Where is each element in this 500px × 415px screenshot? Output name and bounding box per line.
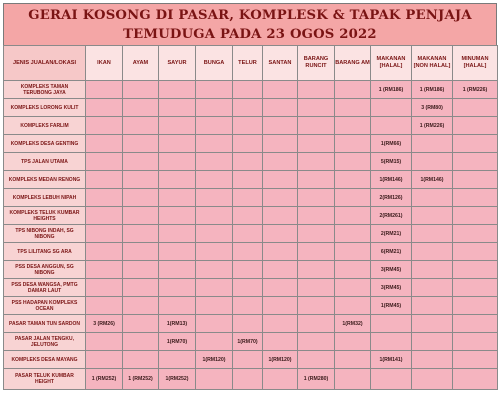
location-cell: PASAR JALAN TENGKU, JELUTONG bbox=[4, 333, 86, 351]
column-header: MAKANAN [NON HALAL] bbox=[412, 46, 453, 81]
stall-count-cell bbox=[298, 297, 335, 315]
stall-count-cell bbox=[159, 171, 196, 189]
stall-count-cell bbox=[453, 297, 498, 315]
stall-count-cell bbox=[86, 117, 123, 135]
stall-count-cell bbox=[123, 297, 159, 315]
stall-count-cell bbox=[159, 81, 196, 99]
stall-count-cell: 1(RM120) bbox=[196, 351, 233, 369]
table-row bbox=[4, 315, 498, 333]
location-cell: KOMPLEKS FARLIM bbox=[4, 117, 86, 135]
stall-count-cell bbox=[335, 99, 371, 117]
stall-count-cell bbox=[159, 153, 196, 171]
stall-count-cell bbox=[453, 207, 498, 225]
stall-count-cell bbox=[412, 279, 453, 297]
stall-count-cell bbox=[233, 351, 263, 369]
stall-count-cell bbox=[196, 153, 233, 171]
location-cell: TPS LILITANG SG ARA bbox=[4, 243, 86, 261]
column-header: BARANG AM bbox=[335, 46, 371, 81]
stall-count-cell bbox=[123, 243, 159, 261]
stall-count-cell bbox=[196, 297, 233, 315]
stall-count-cell bbox=[196, 81, 233, 99]
stall-count-cell: 3(RM45) bbox=[371, 261, 412, 279]
stall-count-cell bbox=[412, 261, 453, 279]
stall-count-cell bbox=[159, 243, 196, 261]
column-header: BARANG RUNCIT bbox=[298, 46, 335, 81]
stall-count-cell bbox=[335, 135, 371, 153]
stall-count-cell bbox=[263, 243, 298, 261]
column-header: BUNGA bbox=[196, 46, 233, 81]
location-cell: KOMPLEKS DESA GENTING bbox=[4, 135, 86, 153]
stall-count-cell bbox=[412, 333, 453, 351]
stall-count-cell bbox=[123, 81, 159, 99]
stall-count-cell bbox=[196, 99, 233, 117]
stall-count-cell bbox=[233, 81, 263, 99]
stall-count-cell bbox=[298, 333, 335, 351]
stall-count-cell bbox=[233, 171, 263, 189]
stall-count-cell bbox=[298, 153, 335, 171]
table-row bbox=[4, 225, 498, 243]
stall-count-cell bbox=[86, 99, 123, 117]
stall-count-cell bbox=[196, 225, 233, 243]
stall-count-cell: 3 (RM80) bbox=[412, 99, 453, 117]
table-row bbox=[4, 117, 498, 135]
stall-count-cell bbox=[233, 369, 263, 390]
stall-count-cell bbox=[263, 99, 298, 117]
stall-count-cell bbox=[263, 171, 298, 189]
table-row bbox=[4, 171, 498, 189]
stall-count-cell bbox=[412, 297, 453, 315]
stall-count-cell bbox=[335, 153, 371, 171]
stall-count-cell bbox=[233, 225, 263, 243]
stall-count-cell bbox=[123, 171, 159, 189]
stall-count-cell bbox=[298, 135, 335, 153]
stall-count-cell bbox=[453, 351, 498, 369]
stall-count-cell bbox=[159, 117, 196, 135]
stall-count-cell bbox=[86, 261, 123, 279]
location-cell: KOMPLEKS LEBUH NIPAH bbox=[4, 189, 86, 207]
stall-count-cell bbox=[159, 225, 196, 243]
stall-count-cell bbox=[86, 333, 123, 351]
table-body bbox=[4, 81, 498, 390]
stall-count-cell bbox=[123, 189, 159, 207]
stall-count-cell: 5(RM15) bbox=[371, 153, 412, 171]
stall-count-cell bbox=[263, 315, 298, 333]
column-header: SAYUR bbox=[159, 46, 196, 81]
table-row bbox=[4, 243, 498, 261]
stall-count-cell: 1 (RM226) bbox=[453, 81, 498, 99]
stall-count-cell: 1 (RM186) bbox=[412, 81, 453, 99]
stall-count-cell bbox=[335, 297, 371, 315]
stall-count-cell: 1 (RM226) bbox=[412, 117, 453, 135]
stall-count-cell bbox=[233, 153, 263, 171]
stall-count-cell bbox=[263, 135, 298, 153]
stall-count-cell bbox=[159, 261, 196, 279]
stall-count-cell bbox=[453, 153, 498, 171]
stall-count-cell bbox=[159, 279, 196, 297]
stall-count-cell bbox=[335, 351, 371, 369]
stall-count-cell bbox=[196, 261, 233, 279]
stall-count-cell bbox=[371, 117, 412, 135]
location-cell: KOMPLEKS TAMAN TERUBONG JAYA bbox=[4, 81, 86, 99]
table-row bbox=[4, 99, 498, 117]
stall-count-cell bbox=[86, 207, 123, 225]
table-row bbox=[4, 279, 498, 297]
stall-count-cell: 1(RM146) bbox=[412, 171, 453, 189]
location-cell: KOMPLEKS DESA MAYANG bbox=[4, 351, 86, 369]
column-header: MINUMAN [HALAL] bbox=[453, 46, 498, 81]
stall-count-cell bbox=[233, 135, 263, 153]
stall-count-cell: 2(RM126) bbox=[371, 189, 412, 207]
stall-count-cell bbox=[86, 225, 123, 243]
stall-count-cell bbox=[123, 351, 159, 369]
stall-count-cell bbox=[263, 297, 298, 315]
table-row bbox=[4, 369, 498, 390]
table-row bbox=[4, 261, 498, 279]
stall-count-cell bbox=[298, 171, 335, 189]
stall-count-cell bbox=[263, 279, 298, 297]
stall-count-cell bbox=[86, 351, 123, 369]
location-cell: PSS DESA ANGGUN, SG NIBONG bbox=[4, 261, 86, 279]
stall-count-cell bbox=[263, 333, 298, 351]
location-cell: TPS NIBONG INDAH, SG NIBONG bbox=[4, 225, 86, 243]
stall-table bbox=[3, 45, 498, 390]
stall-count-cell bbox=[86, 189, 123, 207]
stall-count-cell: 1(RM120) bbox=[263, 351, 298, 369]
stall-count-cell bbox=[412, 207, 453, 225]
stall-count-cell: 2(RM261) bbox=[371, 207, 412, 225]
spreadsheet bbox=[3, 3, 497, 390]
stall-count-cell bbox=[453, 171, 498, 189]
stall-count-cell: 1 (RM186) bbox=[371, 81, 412, 99]
stall-count-cell bbox=[123, 261, 159, 279]
stall-count-cell bbox=[335, 369, 371, 390]
stall-count-cell bbox=[412, 225, 453, 243]
stall-count-cell bbox=[123, 279, 159, 297]
stall-count-cell bbox=[123, 315, 159, 333]
stall-count-cell bbox=[196, 279, 233, 297]
stall-count-cell bbox=[298, 261, 335, 279]
table-row bbox=[4, 333, 498, 351]
stall-count-cell bbox=[298, 351, 335, 369]
stall-count-cell bbox=[453, 117, 498, 135]
stall-count-cell bbox=[263, 207, 298, 225]
location-cell: PASAR TELUK KUMBAR HEIGHT bbox=[4, 369, 86, 390]
title-line-2: TEMUDUGA PADA 23 OGOS 2022 bbox=[123, 27, 377, 42]
stall-count-cell bbox=[123, 153, 159, 171]
stall-count-cell bbox=[412, 369, 453, 390]
column-header-location: JENIS JUALAN/LOKASI bbox=[4, 46, 86, 81]
stall-count-cell bbox=[412, 153, 453, 171]
stall-count-cell: 1(RM66) bbox=[371, 135, 412, 153]
stall-count-cell bbox=[196, 171, 233, 189]
table-row bbox=[4, 351, 498, 369]
stall-count-cell bbox=[263, 81, 298, 99]
stall-count-cell bbox=[335, 279, 371, 297]
table-row bbox=[4, 207, 498, 225]
stall-count-cell bbox=[159, 99, 196, 117]
stall-count-cell bbox=[159, 135, 196, 153]
stall-count-cell: 1(RM13) bbox=[159, 315, 196, 333]
stall-count-cell bbox=[196, 369, 233, 390]
column-header: MAKANAN [HALAL] bbox=[371, 46, 412, 81]
stall-count-cell bbox=[123, 99, 159, 117]
stall-count-cell bbox=[298, 99, 335, 117]
stall-count-cell bbox=[453, 333, 498, 351]
stall-count-cell bbox=[371, 99, 412, 117]
stall-count-cell bbox=[335, 225, 371, 243]
stall-count-cell bbox=[263, 261, 298, 279]
table-row bbox=[4, 135, 498, 153]
stall-count-cell bbox=[159, 351, 196, 369]
stall-count-cell bbox=[123, 135, 159, 153]
stall-count-cell bbox=[298, 81, 335, 99]
stall-count-cell: 3 (RM26) bbox=[86, 315, 123, 333]
stall-count-cell bbox=[298, 207, 335, 225]
stall-count-cell bbox=[412, 243, 453, 261]
stall-count-cell: 1(RM45) bbox=[371, 297, 412, 315]
stall-count-cell bbox=[233, 189, 263, 207]
stall-count-cell bbox=[123, 333, 159, 351]
stall-count-cell bbox=[453, 99, 498, 117]
stall-count-cell bbox=[233, 315, 263, 333]
stall-count-cell bbox=[233, 207, 263, 225]
table-row bbox=[4, 81, 498, 99]
stall-count-cell bbox=[298, 117, 335, 135]
column-header: AYAM bbox=[123, 46, 159, 81]
location-cell: TPS JALAN UTAMA bbox=[4, 153, 86, 171]
stall-count-cell bbox=[86, 243, 123, 261]
stall-count-cell bbox=[86, 279, 123, 297]
stall-count-cell bbox=[412, 135, 453, 153]
stall-count-cell: 2(RM21) bbox=[371, 225, 412, 243]
stall-count-cell: 1(RM70) bbox=[233, 333, 263, 351]
stall-count-cell bbox=[159, 297, 196, 315]
stall-count-cell bbox=[196, 315, 233, 333]
stall-count-cell bbox=[335, 261, 371, 279]
table-row bbox=[4, 297, 498, 315]
stall-count-cell bbox=[453, 261, 498, 279]
location-cell: PSS HADAPAN KOMPLEKS OCEAN bbox=[4, 297, 86, 315]
title-line-1: GERAI KOSONG DI PASAR, KOMPLESK & TAPAK PENJAJA bbox=[28, 8, 472, 23]
stall-count-cell bbox=[335, 333, 371, 351]
table-row bbox=[4, 189, 498, 207]
stall-count-cell bbox=[86, 297, 123, 315]
stall-count-cell bbox=[298, 243, 335, 261]
stall-count-cell bbox=[298, 225, 335, 243]
stall-count-cell bbox=[335, 117, 371, 135]
stall-count-cell bbox=[123, 225, 159, 243]
column-header: IKAN bbox=[86, 46, 123, 81]
stall-count-cell: 1 (RM252) bbox=[86, 369, 123, 390]
location-cell: KOMPLEKS TELUK KUMBAR HEIGHTS bbox=[4, 207, 86, 225]
stall-count-cell bbox=[453, 315, 498, 333]
stall-count-cell bbox=[453, 135, 498, 153]
stall-count-cell bbox=[371, 315, 412, 333]
title-banner bbox=[3, 3, 497, 45]
stall-count-cell bbox=[233, 117, 263, 135]
column-header: TELUR bbox=[233, 46, 263, 81]
stall-count-cell bbox=[86, 81, 123, 99]
stall-count-cell bbox=[298, 279, 335, 297]
stall-count-cell: 1(RM252) bbox=[159, 369, 196, 390]
stall-count-cell bbox=[159, 207, 196, 225]
stall-count-cell bbox=[233, 297, 263, 315]
stall-count-cell bbox=[263, 117, 298, 135]
stall-count-cell bbox=[196, 189, 233, 207]
stall-count-cell bbox=[335, 207, 371, 225]
stall-count-cell bbox=[453, 279, 498, 297]
stall-count-cell bbox=[263, 153, 298, 171]
stall-count-cell: 1(RM32) bbox=[335, 315, 371, 333]
stall-count-cell bbox=[233, 243, 263, 261]
stall-count-cell bbox=[335, 171, 371, 189]
header-row bbox=[4, 46, 498, 81]
stall-count-cell: 1 (RM280) bbox=[298, 369, 335, 390]
stall-count-cell bbox=[86, 171, 123, 189]
stall-count-cell bbox=[371, 369, 412, 390]
stall-count-cell bbox=[412, 351, 453, 369]
location-cell: KOMPLEKS LORONG KULIT bbox=[4, 99, 86, 117]
stall-count-cell bbox=[298, 315, 335, 333]
stall-count-cell bbox=[196, 333, 233, 351]
stall-count-cell: 3(RM45) bbox=[371, 279, 412, 297]
stall-count-cell bbox=[86, 153, 123, 171]
stall-count-cell bbox=[371, 333, 412, 351]
stall-count-cell bbox=[263, 369, 298, 390]
stall-count-cell bbox=[123, 117, 159, 135]
stall-count-cell bbox=[263, 225, 298, 243]
stall-count-cell bbox=[233, 99, 263, 117]
stall-count-cell bbox=[335, 189, 371, 207]
stall-count-cell bbox=[453, 243, 498, 261]
stall-count-cell bbox=[233, 261, 263, 279]
stall-count-cell bbox=[335, 81, 371, 99]
stall-count-cell: 1(RM146) bbox=[371, 171, 412, 189]
stall-count-cell bbox=[263, 189, 298, 207]
stall-count-cell: 6(RM21) bbox=[371, 243, 412, 261]
stall-count-cell bbox=[196, 207, 233, 225]
table-row bbox=[4, 153, 498, 171]
stall-count-cell bbox=[196, 117, 233, 135]
stall-count-cell bbox=[453, 369, 498, 390]
stall-count-cell bbox=[159, 189, 196, 207]
stall-count-cell bbox=[412, 315, 453, 333]
stall-count-cell: 1(RM70) bbox=[159, 333, 196, 351]
stall-count-cell bbox=[196, 243, 233, 261]
stall-count-cell bbox=[298, 189, 335, 207]
stall-count-cell bbox=[233, 279, 263, 297]
stall-count-cell bbox=[453, 189, 498, 207]
location-cell: PSS DESA WANGSA, PMTG DAMAR LAUT bbox=[4, 279, 86, 297]
stall-count-cell bbox=[335, 243, 371, 261]
location-cell: PASAR TAMAN TUN SARDON bbox=[4, 315, 86, 333]
stall-count-cell bbox=[196, 135, 233, 153]
stall-count-cell: 1 (RM252) bbox=[123, 369, 159, 390]
location-cell: KOMPLEKS MEDAN RENONG bbox=[4, 171, 86, 189]
stall-count-cell bbox=[453, 225, 498, 243]
stall-count-cell: 1(RM141) bbox=[371, 351, 412, 369]
stall-count-cell bbox=[123, 207, 159, 225]
stall-count-cell bbox=[412, 189, 453, 207]
stall-count-cell bbox=[86, 135, 123, 153]
column-header: SANTAN bbox=[263, 46, 298, 81]
